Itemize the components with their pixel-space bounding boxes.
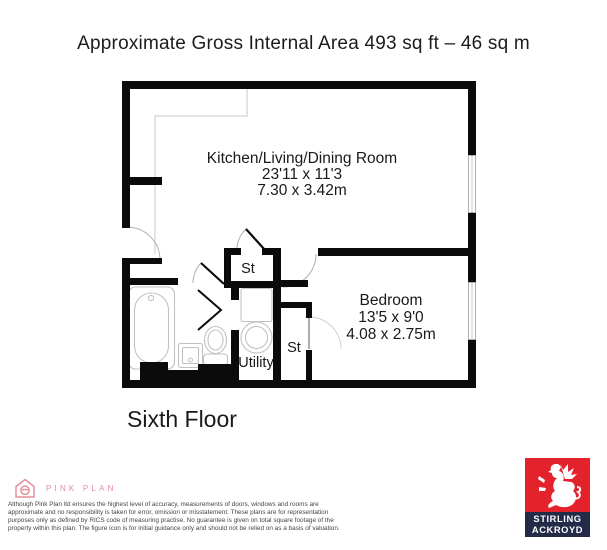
kitchen-size-metric: 7.30 x 3.42m xyxy=(257,182,347,199)
house-icon xyxy=(13,477,37,499)
stirling-ackroyd-logo xyxy=(525,458,590,537)
pink-plan-logo xyxy=(13,477,117,499)
disclaimer-line: property within this plan. The figure icon is for initial guidance only and should not be relied on as a basis of valuation. xyxy=(8,524,340,532)
page-title: Approximate Gross Internal Area 493 sq ft – 46 sq m xyxy=(77,33,530,54)
disclaimer-line: approximate and no responsibility is taken for error, omission or misstatement. These plans are for representation xyxy=(8,508,329,516)
utility-label: Utility xyxy=(238,355,274,371)
kitchen-room-name: Kitchen/Living/Dining Room xyxy=(206,150,398,167)
pink-plan-brand: PINK PLAN xyxy=(46,483,117,493)
bathroom-bifold-door xyxy=(198,290,221,330)
store-top-label: St xyxy=(241,261,255,277)
disclaimer-line: purposes only as defined by RICS code of measuring practise. No guarantee is given on total square footage of the xyxy=(8,516,334,524)
bedroom-room-name: Bedroom xyxy=(359,292,423,309)
window-1-icon xyxy=(469,156,476,213)
griffin-icon xyxy=(525,458,590,512)
stirling-text: STIRLING xyxy=(533,514,582,524)
store-top-door-leaf xyxy=(246,229,265,250)
kitchen-size-imperial: 23'11 x 11'3 xyxy=(261,166,343,183)
bedroom-size-metric: 4.08 x 2.75m xyxy=(346,326,436,343)
floor-label: Sixth Floor xyxy=(127,406,237,432)
disclaimer-line: Although Pink Plan ltd ensures the highest level of accuracy, measurements of doors, windows and rooms are xyxy=(8,501,319,508)
disclaimer-text xyxy=(8,501,360,533)
washing-machine-icon xyxy=(241,289,272,354)
hall-door-arc xyxy=(193,263,201,283)
window-2-icon xyxy=(469,283,476,340)
hall-door-leaf xyxy=(201,263,224,284)
headroom-guide-line xyxy=(155,89,247,254)
store-bottom-door-arc xyxy=(309,317,341,349)
ackroyd-text: ACKROYD xyxy=(531,524,584,535)
toilet-icon xyxy=(204,327,228,366)
sink-icon xyxy=(179,344,203,368)
stirling-ackroyd-emblem xyxy=(525,458,590,512)
store-top-door-arc xyxy=(237,229,246,251)
bathtub-icon xyxy=(129,287,175,369)
stirling-ackroyd-wordmark xyxy=(525,512,590,537)
store-bottom-label: St xyxy=(287,340,301,356)
bedroom-size-imperial: 13'5 x 9'0 xyxy=(358,309,424,326)
